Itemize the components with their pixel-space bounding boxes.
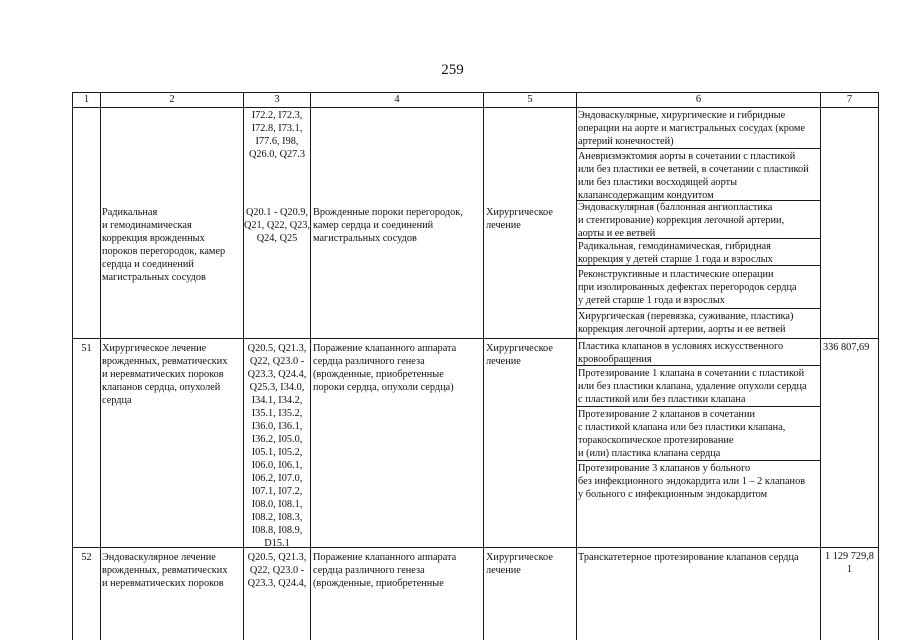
rule-row52-top <box>72 547 879 548</box>
row51-method-3: Протезирование 2 клапанов в сочетании с пластикой клапана или без пластики клапана, торакоскопическое протезирование и (или) пластика клапана сердца <box>578 409 786 459</box>
rule-cont-m1 <box>576 148 820 149</box>
row51-price: 336 807,69 <box>823 342 870 353</box>
cont-method-1: Эндоваскулярные, хирургические и гибридные операции на аорте и магистральных сосудах (кроме артерий конечностей) <box>578 110 805 147</box>
rule-g2-m3 <box>576 308 820 309</box>
group2-treatment: Хирургическое лечение <box>486 207 553 231</box>
row51-profile: Хирургическое лечение врожденных, ревматических и неревматических пороков клапанов сердца, опухолей сердца <box>102 343 228 406</box>
header-col-2: 2 <box>169 94 175 105</box>
header-col-7: 7 <box>846 94 853 105</box>
cont-method-2: Аневризмэктомия аорты в сочетании с пластикой или без пластики ее ветвей, в сочетании с пластикой или без пластики восходящей аорты клапансодержащим кондуитом <box>578 151 809 201</box>
header-col-1: 1 <box>83 94 90 105</box>
group2-method-1: Эндоваскулярная (баллонная ангиопластика и стентирование) коррекция легочной артерии, аорты и ее ветвей <box>578 202 785 239</box>
row51-diagnosis: Поражение клапанного аппарата сердца различного генеза (врожденные, приобретенные пороки сердца, опухоли сердца) <box>313 343 457 393</box>
rule-row51-top <box>72 338 879 339</box>
row52-profile: Эндоваскулярное лечение врожденных, ревматических и неревматических пороков <box>102 552 228 589</box>
header-col-4: 4 <box>394 94 400 105</box>
rule-col-5-6 <box>576 92 577 640</box>
rule-col-3-4 <box>310 92 311 640</box>
group2-profile: Радикальная и гемодинамическая коррекция врожденных пороков перегородок, камер сердца и соединений магистральных сосудов <box>102 207 226 283</box>
rule-51-m2 <box>576 406 820 407</box>
page-number: 259 <box>441 62 464 78</box>
row51-number: 51 <box>81 343 92 354</box>
group2-diagnosis: Врожденные пороки перегородок, камер сердца и соединений магистральных сосудов <box>313 207 463 244</box>
row52-treatment: Хирургическое лечение <box>486 552 553 576</box>
row52-method: Транскатетерное протезирование клапанов сердца <box>578 552 799 563</box>
row52-number: 52 <box>81 552 92 563</box>
group2-codes: Q20.1 - Q20.9, Q21, Q22, Q23, Q24, Q25 <box>243 207 311 244</box>
rule-header-bottom <box>72 107 879 108</box>
group2-method-4: Хирургическая (перевязка, суживание, пластика) коррекция легочной артерии, аорты и ее ветвей <box>578 311 794 335</box>
row52-price: 1 129 729,8 1 <box>825 551 874 575</box>
group2-method-3: Реконструктивные и пластические операции при изолированных дефектах перегородок сердца у детей старше 1 года и взрослых <box>578 269 797 306</box>
cont-codes: I72.2, I72.3, I72.8, I73.1, I77.6, I98, Q26.0, Q27.3 <box>248 110 306 160</box>
header-col-6: 6 <box>695 94 702 105</box>
rule-51-m3 <box>576 460 820 461</box>
header-col-5: 5 <box>527 94 533 105</box>
header-col-3: 3 <box>274 94 280 105</box>
rule-col-4-5 <box>483 92 484 640</box>
row51-codes: Q20.5, Q21.3, Q22, Q23.0 - Q23.3, Q24.4, Q25.3, I34.0, I34.1, I34.2, I35.1, I35.2, I36.0, I36.1, I36.2, I05.0, I05.1, I05.2, I06.0, I06.1, I06.2, I07.0, I07.1, I07.2, I08.0, I08.1, I08.2, I08.3, I08.8, I08.9, D15.1 <box>247 343 307 549</box>
row51-method-2: Протезирование 1 клапана в сочетании с пластикой или без пластики клапана, удаление опухоли сердца с пластикой или без пластики клапана <box>578 368 807 405</box>
rule-col-1-2 <box>100 92 101 640</box>
row52-codes: Q20.5, Q21.3, Q22, Q23.0 - Q23.3, Q24.4, <box>247 552 307 589</box>
rule-col-right <box>878 92 879 640</box>
row52-diagnosis: Поражение клапанного аппарата сердца различного генеза (врожденные, приобретенные <box>313 552 457 589</box>
row51-method-4: Протезирование 3 клапанов у больного без инфекционного эндокардита или 1 – 2 клапанов у больного с инфекционным эндокардитом <box>578 463 806 500</box>
group2-method-2: Радикальная, гемодинамическая, гибридная коррекция у детей старше 1 года и взрослых <box>578 241 773 265</box>
row51-method-1: Пластика клапанов в условиях искусственного кровообращения <box>578 341 784 365</box>
row51-treatment: Хирургическое лечение <box>486 343 553 367</box>
